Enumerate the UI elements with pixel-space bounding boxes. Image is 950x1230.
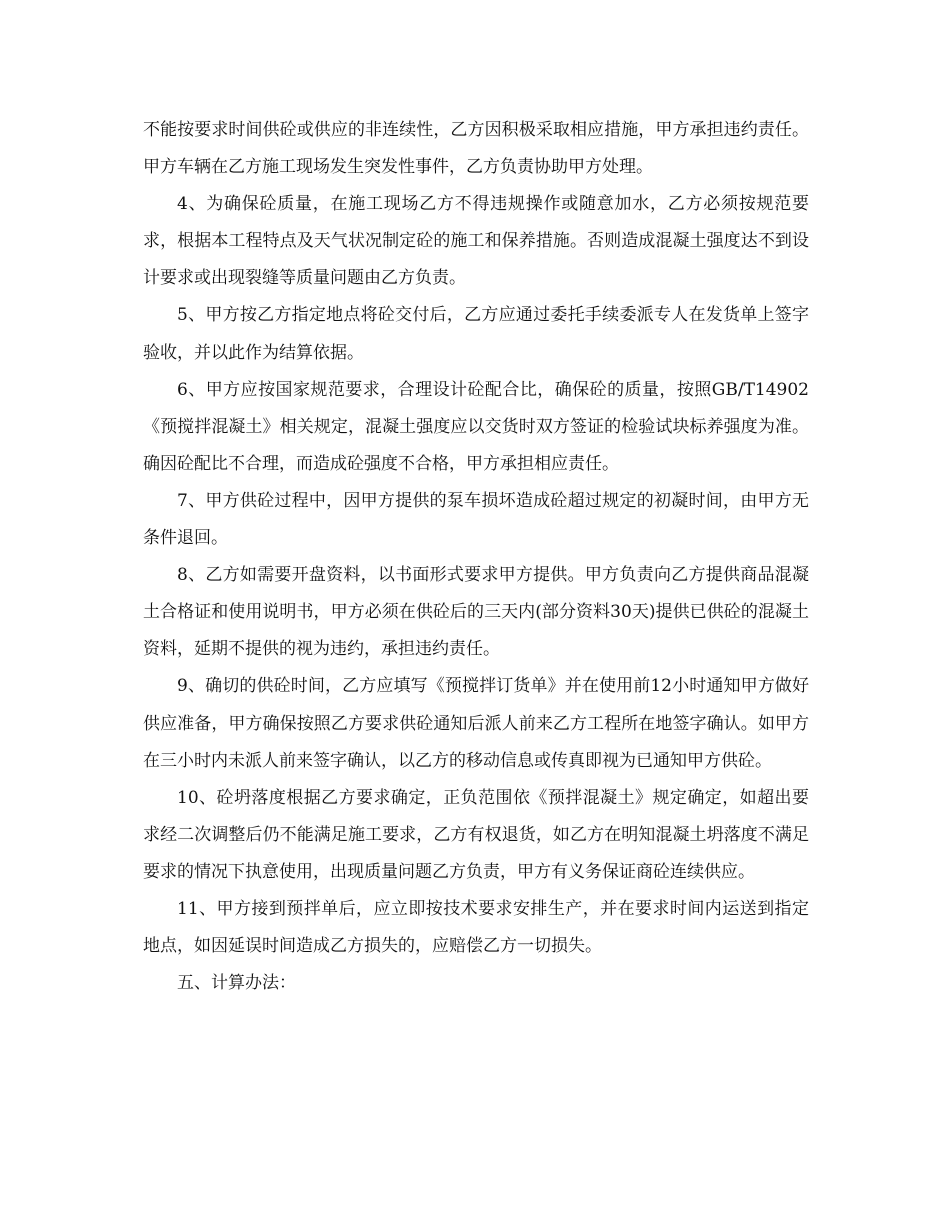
paragraph-clause-9: 9、确切的供砼时间，乙方应填写《预搅拌订货单》并在使用前12小时通知甲方做好供应准备，甲方确保按照乙方要求供砼通知后派人前来乙方工程所在地签字确认。如甲方在三小时内未派人前来签字确认，以乙方的移动信息或传真即视为已通知甲方供砼。 (143, 676, 809, 771)
paragraph-clause-11: 11、甲方接到预拌单后，应立即按技术要求安排生产，并在要求时间内运送到指定地点，如因延误时间造成乙方损失的，应赔偿乙方一切损失。 (143, 898, 809, 957)
paragraph-clause-8: 8、乙方如需要开盘资料，以书面形式要求甲方提供。甲方负责向乙方提供商品混凝土合格证和使用说明书，甲方必须在供砼后的三天内(部分资料30天)提供已供砼的混凝土资料，延期不提供的视为违约，承担违约责任。 (143, 565, 809, 660)
paragraph-clause-6: 6、甲方应按国家规范要求，合理设计砼配合比，确保砼的质量，按照GB/T14902《预搅拌混凝土》相关规定，混凝土强度应以交货时双方签证的检验试块标养强度为准。确因砼配比不合理，而造成砼强度不合格，甲方承担相应责任。 (143, 379, 809, 474)
paragraph-clause-10: 10、砼坍落度根据乙方要求确定，正负范围依《预拌混凝土》规定确定，如超出要求经二次调整后仍不能满足施工要求，乙方有权退货，如乙方在明知混凝土坍落度不满足要求的情况下执意使用，出现质量问题乙方负责，甲方有义务保证商砼连续供应。 (143, 787, 809, 882)
paragraph-clause-7: 7、甲方供砼过程中，因甲方提供的泵车损坏造成砼超过规定的初凝时间，由甲方无条件退回。 (143, 490, 809, 549)
section-heading-calculation: 五、计算办法： (177, 973, 296, 994)
paragraph-clause-4: 4、为确保砼质量，在施工现场乙方不得违规操作或随意加水，乙方必须按规范要求，根据本工程特点及天气状况制定砼的施工和保养措施。否则造成混凝土强度达不到设计要求或出现裂缝等质量问题由乙方负责。 (143, 194, 809, 289)
paragraph-continuation: 不能按要求时间供砼或供应的非连续性，乙方因积极采取相应措施，甲方承担违约责任。甲方车辆在乙方施工现场发生突发性事件，乙方负责协助甲方处理。 (143, 120, 809, 178)
document-body (143, 112, 809, 1002)
paragraph-clause-5: 5、甲方按乙方指定地点将砼交付后，乙方应通过委托手续委派专人在发货单上签字验收，并以此作为结算依据。 (143, 305, 809, 363)
